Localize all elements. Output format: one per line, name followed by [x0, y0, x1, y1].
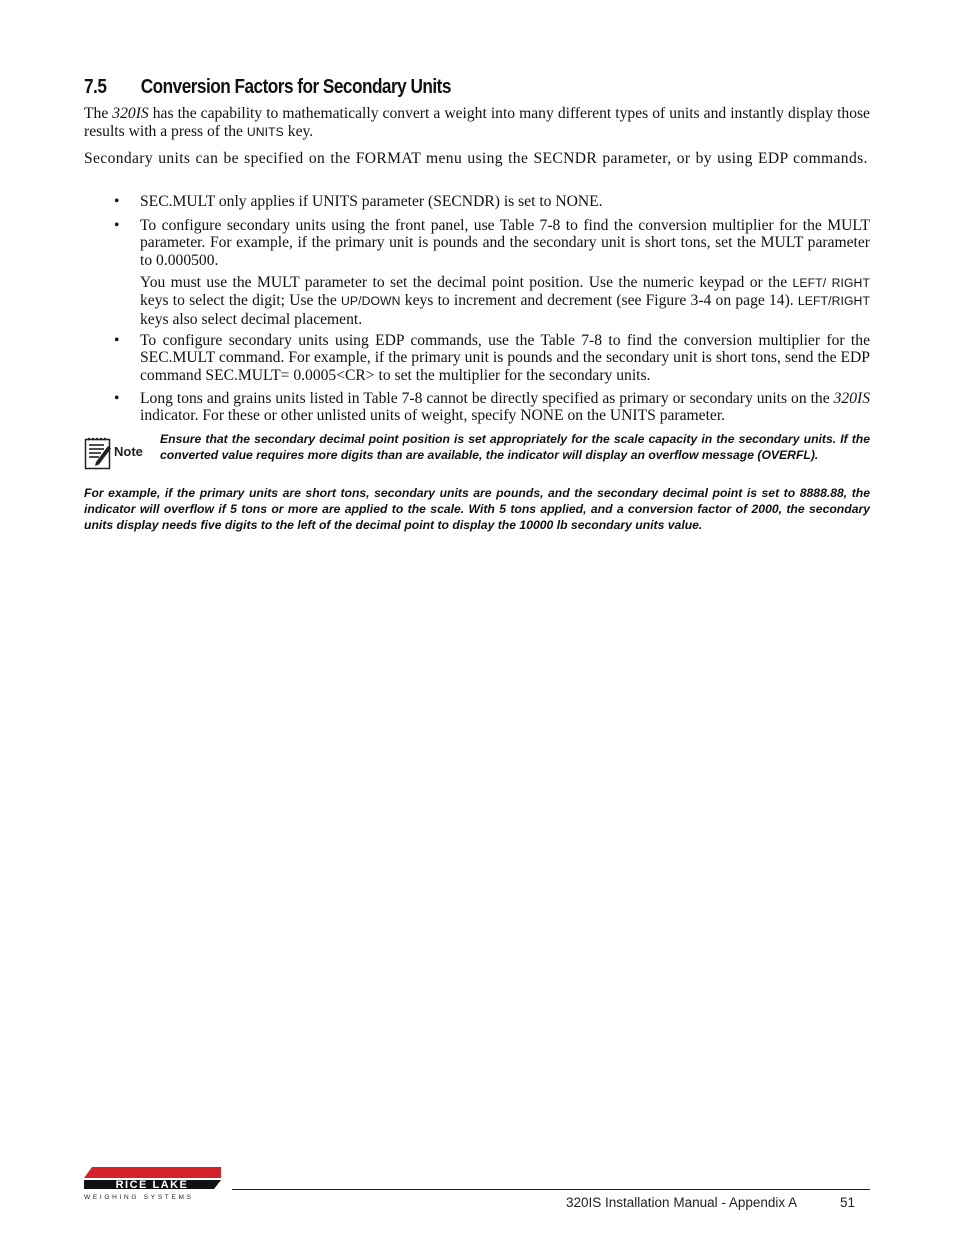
text-run: key.	[283, 122, 314, 140]
footer-rule	[232, 1189, 870, 1190]
footer-manual-title: 320IS Installation Manual - Appendix A	[566, 1195, 798, 1210]
left-right-key-label: LEFT/RIGHT	[797, 294, 870, 309]
intro-paragraph	[84, 105, 870, 141]
product-name: 320IS	[112, 105, 149, 122]
up-down-key-label: UP/DOWN	[340, 294, 401, 309]
bullet-front-panel: To configure secondary units using the front panel, use Table 7-8 to find the conversion multiplier for the MULT parameter. For example, if the primary unit is pounds and the secondary unit is short tons, set the MULT parameter to 0.000500.	[140, 217, 870, 269]
text-run: has the capability to mathematically convert a weight into many different types of units and instantly display those results with a press of the	[84, 105, 870, 140]
bullet-sec-mult: SEC.MULT only applies if UNITS parameter (SECNDR) is set to NONE.	[140, 193, 603, 210]
text-run: You must use the MULT parameter to set the decimal point position. Use the numeric keypad or the	[140, 274, 793, 291]
note-text: Ensure that the secondary decimal point position is set appropriately for the scale capacity in the secondary units. If the converted value requires more digits than are available, the indicator will display an overflow message (OVERFL).	[160, 432, 870, 462]
overflow-example-text: For example, if the primary units are short tons, secondary units are pounds, and the secondary decimal point is set to 8888.88, the indicator will overflow if 5 tons or more are applied to the scale. With 5 tons applied, and a conversion factor of 2000, the secondary units display needs five digits to the left of the decimal point to display the 10000 lb secondary units value.	[84, 486, 870, 532]
note-label: Note	[114, 444, 143, 459]
bullet-marker: •	[114, 193, 120, 210]
right-key-label: RIGHT	[831, 276, 870, 290]
logo-red-band	[84, 1167, 221, 1178]
secondary-units-paragraph: Secondary units can be specified on the FORMAT menu using the SECNDR parameter, or by using EDP commands.	[84, 150, 868, 167]
left-key-label: LEFT/	[792, 276, 827, 290]
text-run: indicator. For these or other unlisted units of weight, specify NONE on the UNITS parameter.	[140, 407, 726, 425]
bullet-long-tons	[140, 390, 870, 425]
text-run: keys also select decimal placement.	[140, 310, 363, 328]
text-run: keys to select the digit; Use the	[140, 292, 341, 310]
section-heading	[84, 76, 451, 99]
section-title: Conversion Factors for Secondary Units	[140, 76, 451, 98]
bullet-marker: •	[114, 332, 120, 349]
note-icon	[84, 436, 154, 472]
bullet-marker: •	[114, 390, 120, 407]
logo-wordmark: RICE LAKE	[115, 1179, 189, 1191]
bullet-edp-commands: To configure secondary units using EDP commands, use the Table 7-8 to find the conversion multiplier for the SEC.MULT command. For example, if the primary unit is pounds and the secondary unit is short tons, send the EDP command SEC.MULT= 0.0005<CR> to set the multiplier for the secondary units.	[140, 332, 870, 384]
text-run: The	[84, 105, 113, 122]
text-run: Long tons and grains units listed in Table 7-8 cannot be directly specified as primary or secondary units on the	[140, 390, 834, 407]
bullet-marker: •	[114, 217, 120, 234]
logo-tagline: WEIGHING SYSTEMS	[84, 1194, 194, 1201]
bullet-front-panel-detail	[140, 274, 870, 328]
section-number: 7.5	[84, 76, 107, 98]
product-name: 320IS	[833, 390, 870, 407]
rice-lake-logo	[84, 1164, 224, 1202]
text-run: keys to increment and decrement (see Figure 3-4 on page 14).	[400, 292, 798, 310]
page-number: 51	[840, 1195, 856, 1210]
units-key-label: UNITS	[246, 124, 284, 139]
